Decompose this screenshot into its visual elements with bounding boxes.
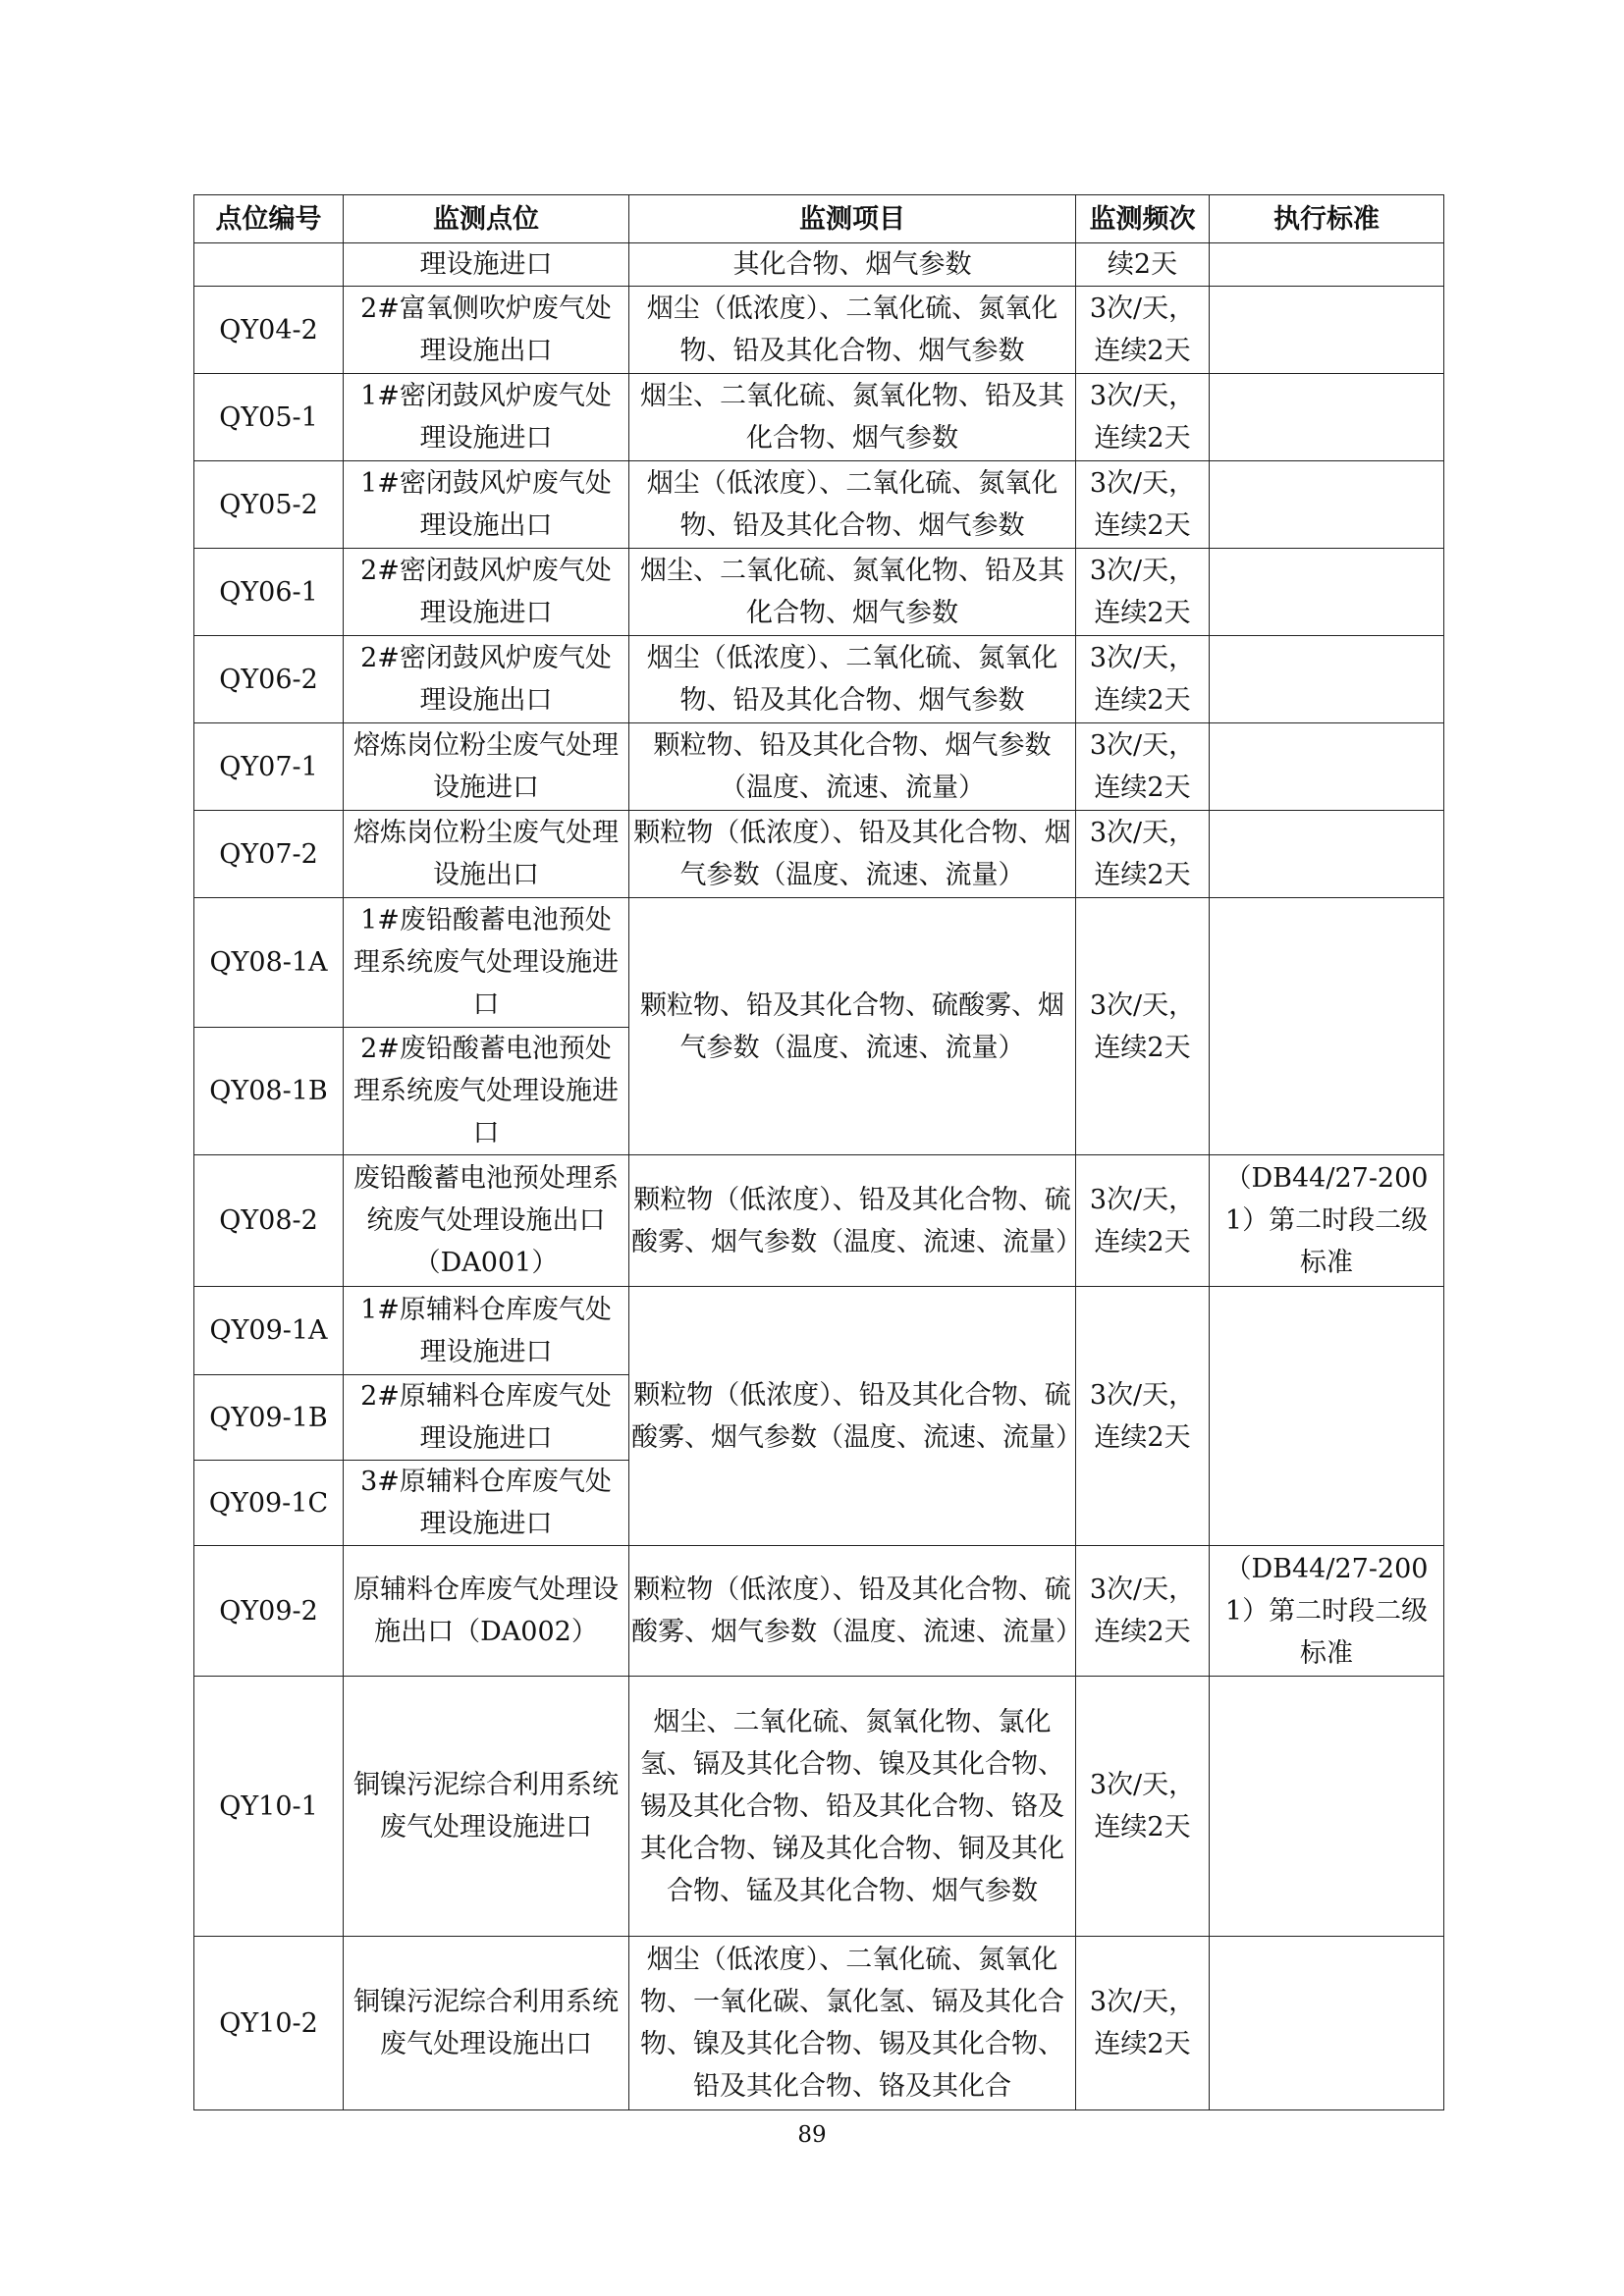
point-id-cell: QY09-2: [194, 1546, 344, 1677]
frequency-cell: 3次/天，连续2天: [1076, 636, 1210, 723]
standard-cell: [1210, 461, 1444, 549]
point-id-cell: QY08-1B: [194, 1028, 344, 1155]
point-id-cell: QY07-1: [194, 723, 344, 811]
standard-cell: [1210, 1677, 1444, 1937]
frequency-cell: 3次/天，连续2天: [1076, 1287, 1210, 1546]
header-items: 监测项目: [629, 195, 1076, 243]
table-row: [194, 549, 1444, 636]
table-row: [194, 1546, 1444, 1677]
point-id-cell: QY09-1B: [194, 1375, 344, 1461]
location-cell: 2#密闭鼓风炉废气处理设施进口: [344, 549, 629, 636]
table-row: [194, 898, 1444, 1028]
location-cell: 3#原辅料仓库废气处理设施进口: [344, 1461, 629, 1546]
standard-cell: [1210, 898, 1444, 1155]
monitoring-table: [193, 194, 1444, 2110]
items-cell: 颗粒物（低浓度）、铅及其化合物、硫酸雾、烟气参数（温度、流速、流量）: [629, 1155, 1076, 1287]
standard-cell: [1210, 374, 1444, 461]
standard-cell: [1210, 723, 1444, 811]
items-cell: 烟尘（低浓度）、二氧化硫、氮氧化物、一氧化碳、氯化氢、镉及其化合物、镍及其化合物、锡及其化合物、铅及其化合物、铬及其化合: [629, 1937, 1076, 2110]
location-cell: 1#原辅料仓库废气处理设施进口: [344, 1287, 629, 1375]
table-row: [194, 287, 1444, 374]
location-cell: 2#原辅料仓库废气处理设施进口: [344, 1375, 629, 1461]
items-cell: 烟尘（低浓度）、二氧化硫、氮氧化物、铅及其化合物、烟气参数: [629, 461, 1076, 549]
location-cell: 原辅料仓库废气处理设施出口（DA002）: [344, 1546, 629, 1677]
table-row: [194, 1155, 1444, 1287]
table-row: [194, 1287, 1444, 1375]
location-cell: 铜镍污泥综合利用系统废气处理设施进口: [344, 1677, 629, 1937]
point-id-cell: QY08-2: [194, 1155, 344, 1287]
standard-cell: （DB44/27-2001）第二时段二级标准: [1210, 1546, 1444, 1677]
location-cell: 2#废铅酸蓄电池预处理系统废气处理设施进口: [344, 1028, 629, 1155]
frequency-cell: 3次/天，连续2天: [1076, 1937, 1210, 2110]
location-cell: 熔炼岗位粉尘废气处理设施出口: [344, 811, 629, 898]
location-cell: 熔炼岗位粉尘废气处理设施进口: [344, 723, 629, 811]
table-header-row: [194, 195, 1444, 243]
standard-cell: [1210, 287, 1444, 374]
location-cell: 铜镍污泥综合利用系统废气处理设施出口: [344, 1937, 629, 2110]
location-cell: 2#密闭鼓风炉废气处理设施出口: [344, 636, 629, 723]
frequency-cell: 3次/天，连续2天: [1076, 898, 1210, 1155]
table-row: [194, 1677, 1444, 1937]
items-cell: 颗粒物、铅及其化合物、硫酸雾、烟气参数（温度、流速、流量）: [629, 898, 1076, 1155]
point-id-cell: QY09-1C: [194, 1461, 344, 1546]
standard-cell: [1210, 549, 1444, 636]
table-row: [194, 811, 1444, 898]
point-id-cell: QY04-2: [194, 287, 344, 374]
items-cell: 其化合物、烟气参数: [629, 243, 1076, 287]
point-id-cell: QY05-1: [194, 374, 344, 461]
standard-cell: [1210, 243, 1444, 287]
point-id-cell: QY06-2: [194, 636, 344, 723]
table-row: [194, 636, 1444, 723]
frequency-cell: 3次/天，连续2天: [1076, 723, 1210, 811]
frequency-cell: 续2天: [1076, 243, 1210, 287]
table-row: [194, 374, 1444, 461]
frequency-cell: 3次/天，连续2天: [1076, 374, 1210, 461]
standard-cell: [1210, 636, 1444, 723]
header-frequency: 监测频次: [1076, 195, 1210, 243]
standard-cell: [1210, 811, 1444, 898]
table-row: [194, 243, 1444, 287]
location-cell: 1#密闭鼓风炉废气处理设施出口: [344, 461, 629, 549]
table-row: [194, 723, 1444, 811]
items-cell: 颗粒物（低浓度）、铅及其化合物、烟气参数（温度、流速、流量）: [629, 811, 1076, 898]
standard-cell: （DB44/27-2001）第二时段二级标准: [1210, 1155, 1444, 1287]
point-id-cell: QY10-2: [194, 1937, 344, 2110]
frequency-cell: 3次/天，连续2天: [1076, 287, 1210, 374]
location-cell: 废铅酸蓄电池预处理系统废气处理设施出口（DA001）: [344, 1155, 629, 1287]
items-cell: 颗粒物、铅及其化合物、烟气参数（温度、流速、流量）: [629, 723, 1076, 811]
frequency-cell: 3次/天，连续2天: [1076, 1155, 1210, 1287]
page-number: 89: [797, 2122, 827, 2148]
point-id-cell: QY09-1A: [194, 1287, 344, 1375]
point-id-cell: QY05-2: [194, 461, 344, 549]
items-cell: 颗粒物（低浓度）、铅及其化合物、硫酸雾、烟气参数（温度、流速、流量）: [629, 1287, 1076, 1546]
table-row: [194, 461, 1444, 549]
header-standard: 执行标准: [1210, 195, 1444, 243]
frequency-cell: 3次/天，连续2天: [1076, 1546, 1210, 1677]
header-point-id: 点位编号: [194, 195, 344, 243]
table-row: [194, 1937, 1444, 2110]
location-cell: 理设施进口: [344, 243, 629, 287]
items-cell: 烟尘、二氧化硫、氮氧化物、氯化氢、镉及其化合物、镍及其化合物、锡及其化合物、铅及其化合物、铬及其化合物、锑及其化合物、铜及其化合物、锰及其化合物、烟气参数: [629, 1677, 1076, 1937]
point-id-cell: QY07-2: [194, 811, 344, 898]
point-id-cell: QY10-1: [194, 1677, 344, 1937]
point-id-cell: [194, 243, 344, 287]
standard-cell: [1210, 1287, 1444, 1546]
location-cell: 1#密闭鼓风炉废气处理设施进口: [344, 374, 629, 461]
items-cell: 颗粒物（低浓度）、铅及其化合物、硫酸雾、烟气参数（温度、流速、流量）: [629, 1546, 1076, 1677]
items-cell: 烟尘（低浓度）、二氧化硫、氮氧化物、铅及其化合物、烟气参数: [629, 636, 1076, 723]
items-cell: 烟尘（低浓度）、二氧化硫、氮氧化物、铅及其化合物、烟气参数: [629, 287, 1076, 374]
frequency-cell: 3次/天，连续2天: [1076, 461, 1210, 549]
frequency-cell: 3次/天，连续2天: [1076, 1677, 1210, 1937]
frequency-cell: 3次/天，连续2天: [1076, 549, 1210, 636]
location-cell: 1#废铅酸蓄电池预处理系统废气处理设施进口: [344, 898, 629, 1028]
standard-cell: [1210, 1937, 1444, 2110]
point-id-cell: QY08-1A: [194, 898, 344, 1028]
items-cell: 烟尘、二氧化硫、氮氧化物、铅及其化合物、烟气参数: [629, 374, 1076, 461]
items-cell: 烟尘、二氧化硫、氮氧化物、铅及其化合物、烟气参数: [629, 549, 1076, 636]
location-cell: 2#富氧侧吹炉废气处理设施出口: [344, 287, 629, 374]
header-location: 监测点位: [344, 195, 629, 243]
point-id-cell: QY06-1: [194, 549, 344, 636]
frequency-cell: 3次/天，连续2天: [1076, 811, 1210, 898]
